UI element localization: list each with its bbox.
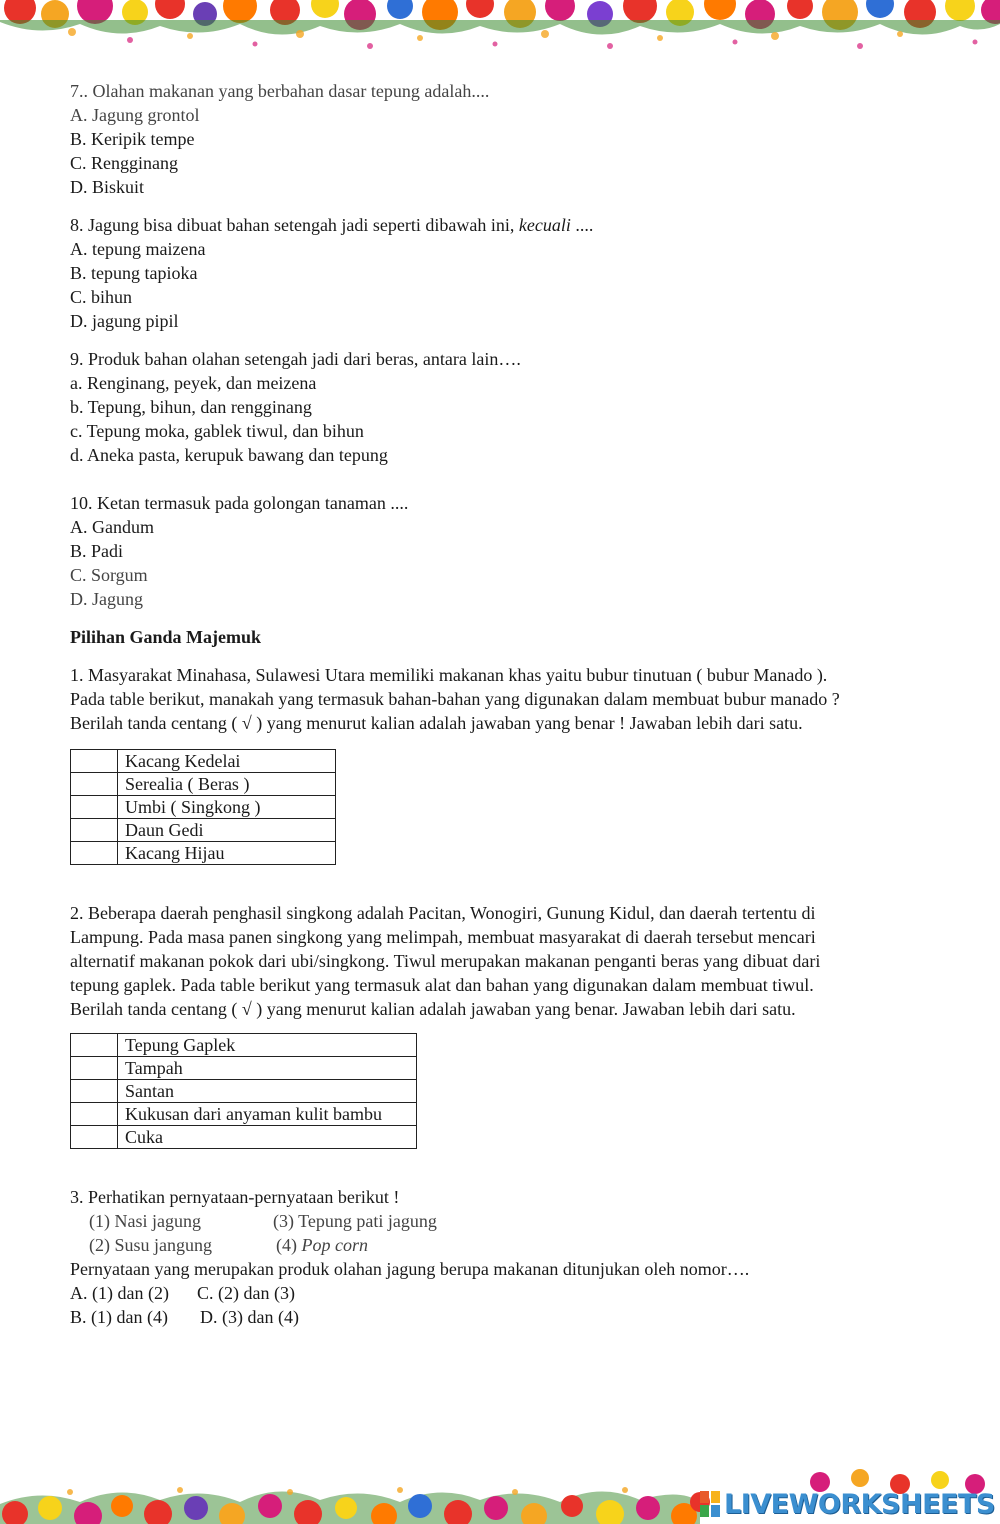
checkbox-cell[interactable] [71, 773, 118, 796]
checkbox-cell[interactable] [71, 1034, 118, 1057]
choice-label: Tepung Gaplek [118, 1034, 417, 1057]
question-9-option-b[interactable]: b. Tepung, bihun, dan rengginang [70, 397, 312, 417]
table-row [71, 1080, 417, 1103]
statement-1: (1) Nasi jagung [89, 1211, 201, 1231]
mc1-line-3: Berilah tanda centang ( √ ) yang menurut kalian adalah jawaban yang benar ! Jawaban lebih dari satu. [70, 713, 803, 733]
flower-border-art [0, 0, 1000, 62]
choice-label: Cuka [118, 1126, 417, 1149]
question-7-option-b[interactable]: B. Keripik tempe [70, 129, 195, 149]
answer-a[interactable]: A. (1) dan (2) [70, 1283, 169, 1303]
mc1-line-1: 1. Masyarakat Minahasa, Sulawesi Utara memiliki makanan khas yaitu bubur tinutuan ( bubur Manado ). [70, 665, 828, 685]
choice-label: Daun Gedi [118, 819, 336, 842]
mc3-intro: 3. Perhatikan pernyataan-pernyataan berikut ! [70, 1187, 400, 1207]
question-7-option-c[interactable]: C. Rengginang [70, 153, 178, 173]
table-row [71, 773, 336, 796]
choice-label: Santan [118, 1080, 417, 1103]
checkbox-cell[interactable] [71, 750, 118, 773]
mc2-line-5: Berilah tanda centang ( √ ) yang menurut kalian adalah jawaban yang benar. Jawaban lebih dari satu. [70, 999, 796, 1019]
liveworksheets-logo [700, 1490, 995, 1520]
table-row [71, 750, 336, 773]
question-7-option-a[interactable]: A. Jagung grontol [70, 105, 200, 125]
question-8-option-b[interactable]: B. tepung tapioka [70, 263, 198, 283]
choice-label: Kacang Hijau [118, 842, 336, 865]
table-row [71, 1126, 417, 1149]
question-10-option-c[interactable]: C. Sorgum [70, 565, 148, 585]
choice-label: Kukusan dari anyaman kulit bambu [118, 1103, 417, 1126]
question-7: 7.. Olahan makanan yang berbahan dasar tepung adalah.... [70, 81, 490, 101]
question-9-option-a[interactable]: a. Renginang, peyek, dan meizena [70, 373, 317, 393]
section-title: Pilihan Ganda Majemuk [70, 627, 262, 647]
question-8-option-d[interactable]: D. jagung pipil [70, 311, 179, 331]
checkbox-cell[interactable] [71, 796, 118, 819]
question-10-option-a[interactable]: A. Gandum [70, 517, 154, 537]
choice-label: Kacang Kedelai [118, 750, 336, 773]
mc2-table [70, 1033, 417, 1149]
checkbox-cell[interactable] [71, 1126, 118, 1149]
question-8-text: 8. Jagung bisa dibuat bahan setengah jadi seperti dibawah ini, [70, 215, 519, 235]
statement-2: (2) Susu jangung [89, 1235, 212, 1255]
mc2-line-4: tepung gaplek. Pada table berikut yang termasuk alat dan bahan yang digunakan dalam membuat tiwul. [70, 975, 814, 995]
question-9-option-c[interactable]: c. Tepung moka, gablek tiwul, dan bihun [70, 421, 364, 441]
worksheet-content [70, 79, 930, 1329]
mc2-line-3: alternatif makanan pokok dari ubi/singkong. Tiwul merupakan makanan penganti beras yang dibuat dari [70, 951, 821, 971]
mc3-question: Pernyataan yang merupakan produk olahan jagung berupa makanan ditunjukan oleh nomor…. [70, 1259, 750, 1279]
statement-4-prefix: (4) [276, 1235, 302, 1255]
mc3-answers-row-1 [70, 1281, 930, 1305]
question-10: 10. Ketan termasuk pada golongan tanaman .... [70, 493, 409, 513]
liveworksheets-icon [700, 1491, 720, 1517]
table-row [71, 1057, 417, 1080]
question-9: 9. Produk bahan olahan setengah jadi dari beras, antara lain…. [70, 349, 521, 369]
mc2-line-1: 2. Beberapa daerah penghasil singkong adalah Pacitan, Wonogiri, Gunung Kidul, dan daerah tertentu di [70, 903, 816, 923]
mc1-line-2: Pada table berikut, manakah yang termasuk bahan-bahan yang digunakan dalam membuat bubur manado ? [70, 689, 840, 709]
question-8 [70, 213, 930, 237]
question-10-option-d[interactable]: D. Jagung [70, 589, 143, 609]
question-10-option-b[interactable]: B. Padi [70, 541, 124, 561]
answer-b[interactable]: B. (1) dan (4) [70, 1307, 168, 1327]
question-8-ellipsis: .... [570, 215, 594, 235]
mc3-statements-row-2 [70, 1233, 930, 1257]
question-8-italic: kecuali [518, 215, 571, 235]
table-row [71, 842, 336, 865]
checkbox-cell[interactable] [71, 1103, 118, 1126]
checkbox-cell[interactable] [71, 1057, 118, 1080]
question-8-option-c[interactable]: C. bihun [70, 287, 133, 307]
answer-c[interactable]: C. (2) dan (3) [197, 1283, 295, 1303]
mc3-statements-row-1 [70, 1209, 930, 1233]
mc3-answers-row-2 [70, 1305, 930, 1329]
choice-label: Umbi ( Singkong ) [118, 796, 336, 819]
table-row [71, 1103, 417, 1126]
mc2-line-2: Lampung. Pada masa panen singkong yang melimpah, membuat masyarakat di daerah tersebut mencari [70, 927, 816, 947]
table-row [71, 819, 336, 842]
checkbox-cell[interactable] [71, 842, 118, 865]
question-7-option-d[interactable]: D. Biskuit [70, 177, 145, 197]
checkbox-cell[interactable] [71, 819, 118, 842]
statement-4-italic: Pop corn [301, 1235, 368, 1255]
question-8-option-a[interactable]: A. tepung maizena [70, 239, 206, 259]
table-row [71, 796, 336, 819]
choice-label: Tampah [118, 1057, 417, 1080]
question-9-option-d[interactable]: d. Aneka pasta, kerupuk bawang dan tepung [70, 445, 388, 465]
checkbox-cell[interactable] [71, 1080, 118, 1103]
statement-3: (3) Tepung pati jagung [273, 1211, 437, 1231]
choice-label: Serealia ( Beras ) [118, 773, 336, 796]
answer-d[interactable]: D. (3) dan (4) [200, 1307, 299, 1327]
top-flower-border [0, 0, 1000, 62]
liveworksheets-wordmark: LIVEWORKSHEETS [724, 1489, 995, 1520]
mc1-table [70, 749, 336, 865]
table-row [71, 1034, 417, 1057]
